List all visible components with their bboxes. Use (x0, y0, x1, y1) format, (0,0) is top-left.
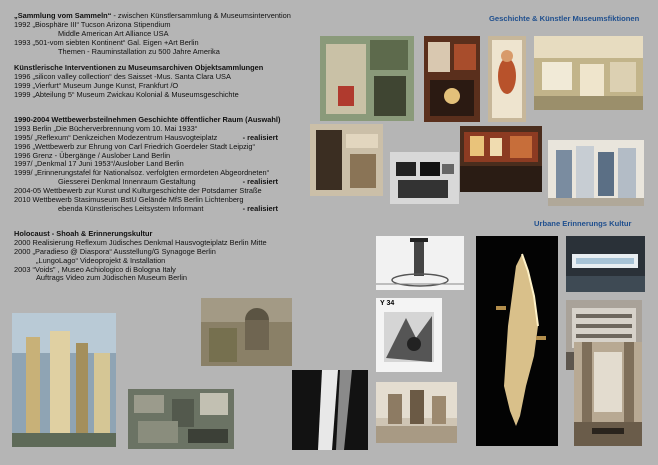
photo-label: Y 34 (380, 300, 395, 307)
block3-line-text: Giesserei Denkmal Innenraum Gestaltung (58, 177, 196, 187)
realisiert-tag: - realisiert (242, 132, 278, 142)
block2-heading: Künstlerische Interventionen zu Museumsarchiven Objektsammlungen (14, 63, 264, 72)
realisiert-tag: - realisiert (242, 203, 278, 213)
block3-line: 1993 Berlin „Die Bücherverbrennung vom 10. Mai 1933“ (14, 123, 198, 133)
photo-urban-collage (376, 298, 442, 372)
block3-line: 2010 Wettbewerb Stasimuseum BstU Gelände MfS Berlin Lichtenberg (14, 195, 244, 205)
photo-holocaust-voids (292, 370, 368, 450)
block1-line: 1993 „501-vom siebten Kontinent“ Gal. Eigen +Art Berlin (14, 37, 199, 47)
block1-line: Middle American Art Alliance USA (58, 28, 169, 38)
photo-urban-sculpture-night (476, 236, 558, 446)
photo-urban-gallery (376, 382, 457, 443)
photo-museum-display (460, 126, 542, 192)
block4-line: 2003 “Voids” , Museo Achiologico di Bologna Italy (14, 264, 176, 274)
block4-line: Auftrags Video zum Jüdischen Museum Berlin (36, 273, 188, 283)
photo-museum-corridor (320, 36, 414, 121)
block4-line: „LungoLago“ Videoprojekt & Installation (36, 255, 166, 265)
photo-museum-figure (488, 36, 526, 122)
photo-urban-tower (376, 236, 464, 290)
block1-line: Themen - Rauminstallation zu 500 Jahre Amerika (58, 46, 220, 56)
photo-museum-cabinet (310, 124, 383, 196)
block4-line: 2000 „Paradieso @ Diaspora“ Ausstellung/G Synagoge Berlin (14, 246, 216, 256)
text-block-4 (14, 230, 314, 283)
photo-holocaust-synagogue (201, 298, 292, 366)
block3-line (14, 205, 294, 214)
block4-line: 2000 Realisierung Reflexum Jüdisches Denkmal Hausvogteiplatz Berlin Mitte (14, 237, 267, 247)
photo-museum-screens (390, 152, 459, 204)
photo-urban-columns (574, 342, 642, 446)
photo-museum-vitrines (424, 36, 480, 122)
block3-line-text: ebenda Künstlerisches Leitsystem Informant (58, 203, 204, 213)
photo-urban-lit-room (566, 236, 645, 292)
text-block-2 (14, 64, 314, 100)
block1-heading-suffix: - zwischen Künstlersammlung & Museumsintervention (111, 11, 291, 20)
block3-line-text: 1995/ „Reflexum“ Denkzeichen Modezentrum Hausvogteiplatz (14, 132, 218, 142)
text-block-3 (14, 116, 294, 214)
block2-line: 1996 „silicon valley collection“ des Saisset -Mus. Santa Clara USA (14, 71, 231, 81)
photo-museum-hall (534, 36, 643, 110)
photo-museum-installation (548, 140, 644, 206)
block3-heading: 1990-2004 Wettbewerbsteilnehmen Geschichte öffentlicher Raum (Auswahl) (14, 115, 281, 124)
block2-line: 1999 „Vierfurt“ Museum Junge Kunst, Frankfurt /O (14, 80, 179, 90)
block3-line: 1996 Grenz - Übergänge / Auslober Land Berlin (14, 150, 171, 160)
block3-line: 1996 „Wettbewerb zur Ehrung von Carl Friedrich Goerdeler Stadt Leipzig“ (14, 141, 255, 151)
section-title-urban: Urbane Erinnerungs Kultur (534, 219, 632, 228)
block2-line: 1999 „Abteilung 5“ Museum Zwickau Kolonial & Museumsgeschichte (14, 89, 239, 99)
block4-heading: Holocaust - Shoah & Erinnerungskultur (14, 229, 153, 238)
block1-line: 1992 „Biosphäre III“ Tucson Arizona Stipendium (14, 19, 171, 29)
photo-holocaust-aerial (128, 389, 234, 449)
text-column (14, 12, 314, 56)
realisiert-tag: - realisiert (242, 177, 278, 187)
section-title-museum: Geschichte & Künstler Museumsfiktionen (489, 14, 640, 23)
photo-holocaust-monument (12, 313, 116, 447)
block3-line: 1997/ „Denkmal 17 Juni 1953“/Auslober Land Berlin (14, 159, 184, 169)
block1-heading: „Sammlung vom Sammeln“ (14, 11, 112, 20)
block3-line: 1999/ „Erinnerungstafel für Nationalsoz. verfolgten ermordeten Abgeordneten“ (14, 168, 270, 178)
block3-line: 2004-05 Wettbewerb zur Kunst und Kulturgeschichte der Potsdamer Straße (14, 186, 262, 196)
